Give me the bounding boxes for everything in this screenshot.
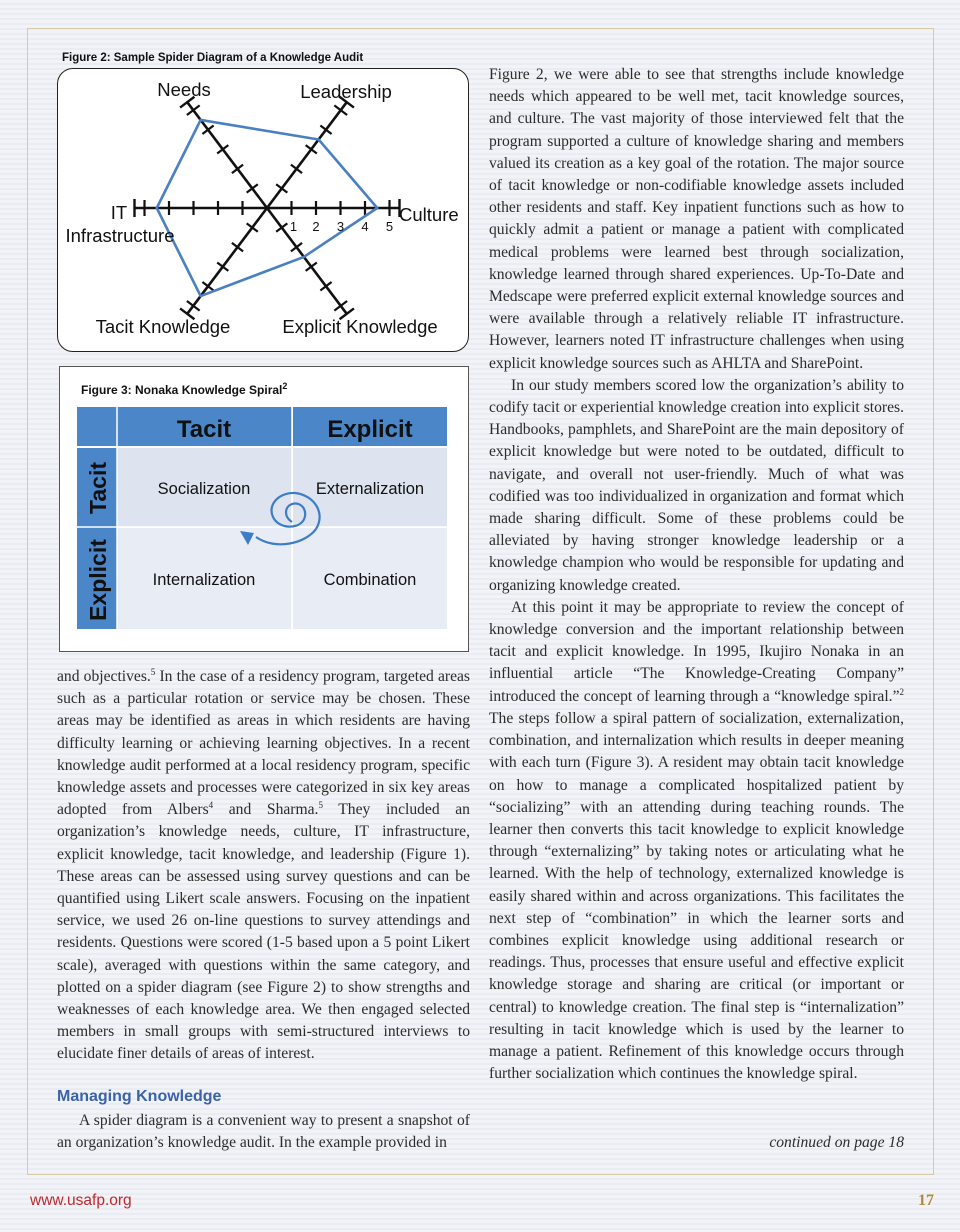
cell-externalization: Externalization (315, 480, 425, 498)
axis-label: Explicit Knowledge (282, 316, 438, 337)
figure2-spider-diagram (57, 68, 469, 352)
continued-note: continued on page 18 (769, 1134, 904, 1151)
axis-tick (276, 184, 287, 192)
page-number: 17 (918, 1192, 934, 1209)
axis-line-4 (187, 208, 267, 314)
tick-label: 4 (361, 219, 369, 234)
row-header-explicit: Explicit (85, 539, 111, 621)
figure3-caption: Figure 3: Nonaka Knowledge Spiral$^2$ (81, 381, 288, 397)
axis-tick (334, 105, 347, 115)
axis-tick (276, 223, 287, 231)
axis-line-1 (267, 102, 347, 208)
figure3-knowledge-spiral (59, 366, 469, 652)
axis-line-0 (187, 102, 267, 208)
axis-tick (291, 243, 302, 251)
axis-label: Tacit Knowledge (95, 316, 231, 337)
section-heading: Managing Knowledge (57, 1088, 222, 1105)
knowledge-spiral-svg (60, 367, 468, 651)
axis-label: Culture (399, 204, 459, 225)
spider-chart-svg (58, 69, 468, 351)
axis-line-3 (267, 208, 347, 314)
axis-label-it-line2: Infrastructure (65, 225, 175, 246)
axis-tick (232, 243, 243, 251)
axis-tick (217, 262, 228, 270)
cell-combination: Combination (323, 571, 417, 589)
axis-label-it-line1: IT (110, 202, 128, 223)
left-column-paragraph-2: A spider diagram is a convenient way to present a snapshot of an organization’s knowledge audit. In the example provided in (57, 1112, 470, 1152)
axis-tick (187, 105, 200, 115)
axis-tick (217, 145, 228, 153)
left-paragraph-1: and objectives.$^5$ In the case of a residency program, targeted areas such as a particular rotation or service may be chosen. These areas may be identified as areas in which residents are having difficulty learning or achieving learning objectives. In a recent knowledge audit performed at a local residency program, specific knowledge assets and processes were categorized in six key areas adopted from Albers$^4$ and Sharma.$^5$ They included an organization’s knowledge needs, culture, IT infrastructure, explicit knowledge, tacit knowledge, and leadership (Figure 1). These areas can be assessed using survey questions and can be quantified using Likert scale answers. Focusing on the inpatient service, we used 26 on-line questions to survey attendings and residents. Questions were scored (1-5 based upon a 5 point Likert scale), averaged with questions within the same category, and plotted on a spider diagram (see Figure 2) to show strengths and weaknesses of each knowledge area. We then engaged selected members in small groups with semi-structured interviews to elucidate finer details of areas of interest. (57, 666, 470, 1063)
axis-tick (320, 282, 331, 290)
cell-socialization: Socialization (157, 480, 251, 498)
axis-tick (291, 165, 302, 173)
right-column-body (489, 64, 904, 1085)
tick-label: 1 (289, 219, 298, 234)
cell-internalization: Internalization (152, 571, 256, 589)
tick-label: 2 (312, 219, 320, 234)
axis-tick (247, 223, 258, 231)
axis-tick (202, 126, 213, 134)
left-column-body (57, 666, 470, 1066)
axis-tick (306, 262, 317, 270)
axis-tick (306, 145, 317, 153)
axis-tick (334, 301, 347, 311)
axis-tick (320, 126, 331, 134)
right-paragraph-2: In our study members scored low the organization’s ability to codify tacit or experiential knowledge creation into explicit stores. Handbooks, pamphlets, and SharePoint are the main depository of explicit knowledge but were noted to be outdated, difficult to navigate, and overall not user-friendly. Much of what was codified was too individualized in organization and format which made sharing difficult. Some of these problems could be alleviated by having stronger knowledge leadership or a knowledge champion who would be responsible for updating and organizing knowledge created. (489, 376, 904, 594)
figure2-caption: Figure 2: Sample Spider Diagram of a Knowledge Audit (62, 52, 364, 64)
axis-tick (187, 301, 200, 311)
row-header-tacit: Tacit (85, 462, 111, 514)
col-header-explicit: Explicit (327, 416, 413, 443)
axis-label: Needs (157, 79, 211, 100)
tick-label: 3 (336, 219, 345, 234)
footer-url-link[interactable]: www.usafp.org (30, 1192, 132, 1209)
axis-tick (232, 165, 243, 173)
axis-label: Leadership (300, 81, 392, 102)
axis-tick (202, 282, 213, 290)
right-paragraph-1: Figure 2, we were able to see that strengths include knowledge needs which appeared to be well met, tacit knowledge sources, and culture. The vast majority of those interviewed felt that the program supported a culture of knowledge sharing and members valued its creation as a key goal of the rotation. The major source of tacit knowledge or non-codifiable knowledge assets included other residents and staff. Key inpatient functions such as how to quickly admit a patient or manage a patient with complicated medical problems were learned best through socialization, knowledge learned through shared experiences. Up-To-Date and Medscape were preferred explicit external knowledge sources and were available through a relatively reliable IT infrastructure. However, learners noted IT infrastructure challenges when using explicit knowledge sources such as AHLTA and SharePoint. (489, 66, 904, 372)
tick-label: 5 (385, 219, 394, 234)
right-paragraph-3: At this point it may be appropriate to review the concept of knowledge conversion and the important relationship between tacit and explicit knowledge. In 1995, Ikujiro Nonaka in an influential article “The Knowledge-Creating Company” introduced the concept of learning through a “knowledge spiral.”$^2$ The steps follow a spiral pattern of socialization, externalization, combination, and internalization which results in deeper meaning with each turn (Figure 3). A resident may obtain tacit knowledge on how to manage a complicated hospitalized patient by “socializing” with an attending during teaching rounds. The learner then converts this tacit knowledge to explicit knowledge through “externalizing” by taking notes or articulating what he learned. With the help of technology, externalized knowledge is easily shared within and across organizations. This facilitates the next step of “combination” in which the learner sorts and combines explicit knowledge using additional research or readings. Thus, processes that ensure useful and effective explicit knowledge storage and sharing are critical (or important or central) to knowledge creation. The final step is “internalization” resulting in tacit knowledge which is used by the learner to manage a patient. Refinement of this knowledge occurs through further socialization which continues the knowledge spiral. (489, 598, 904, 1083)
col-header-tacit: Tacit (176, 416, 232, 443)
axis-tick (247, 184, 258, 192)
